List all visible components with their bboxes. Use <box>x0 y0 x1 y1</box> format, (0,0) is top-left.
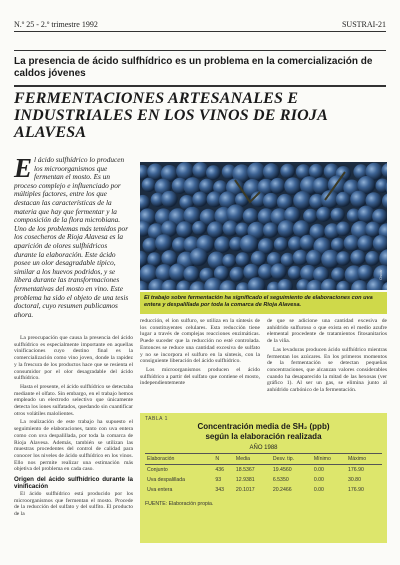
grape-berry <box>336 192 351 207</box>
grape-berry <box>176 221 193 238</box>
col-header: Desv. tip. <box>271 454 312 465</box>
table-title-line-2: según la elaboración realizada <box>205 432 322 441</box>
section-heading: Origen del ácido sulfhídrico durante la vinificación <box>14 476 133 491</box>
col-header: Mínimo <box>312 454 346 465</box>
grape-berry <box>278 220 296 238</box>
article-lead <box>14 153 130 319</box>
paragraph: La realización de este trabajo ha supuesto el seguimiento de elaboraciones, tanto con uva entera como con uva despalillada, por toda la comarca de Rioja Alavesa. Además, también se utilizan las muestras procedentes del control de calidad para conocer los niveles de ácido sulfhídrico en los vinos. Ello nos permite realizar una estimación más objetiva del problema en cada caso. <box>14 419 133 473</box>
table-year: AÑO 1988 <box>249 445 278 451</box>
table-cell: 6.5350 <box>272 477 289 483</box>
grape-berry <box>274 237 288 251</box>
grape-berry <box>331 267 345 281</box>
grape-berry <box>316 207 331 222</box>
grape-berry <box>236 252 250 266</box>
table-cell: 18.5367 <box>235 467 255 473</box>
grape-berry <box>240 235 259 254</box>
table-cell: Uva entera <box>147 487 173 493</box>
table-cell: 0.00 <box>313 467 324 473</box>
col-header: Elaboración <box>145 454 213 465</box>
grape-photo <box>140 162 387 290</box>
paragraph: Las levaduras producen ácido sulfhídrico mientras fermentan los azúcares. En los primeros momentos de la fermentación se detectan pequeñas concentraciones, que alcanzan valores considerables cuando ha desaparecido la mitad de las hexosas (ver gráfico 1). Al ser un gas, se elimina junto al anhídrido carbónico de la fermentación. <box>267 346 387 394</box>
grape-berry <box>357 235 374 252</box>
grape-berry <box>365 251 380 266</box>
table-cell: 0.00 <box>313 477 324 483</box>
col-header: Máximo <box>346 454 382 465</box>
paragraph: El ácido sulfhídrico está producido por los microorganismos que fermentan el mosto. Procede de la reducción del sulfato y del sulfito. El producto de la <box>14 491 133 518</box>
table-cell: 19.4560 <box>272 467 292 473</box>
table-cell: 93 <box>215 477 222 483</box>
grape-berry <box>190 248 208 266</box>
grape-berry <box>293 191 312 210</box>
grape-berry <box>161 250 177 266</box>
photo-credit: Oscar <box>378 269 383 280</box>
table-label: TABLA 1 <box>145 416 168 422</box>
table-cell: 12.9381 <box>235 477 255 483</box>
table-cell: Conjunto <box>147 467 168 473</box>
body-column-1 <box>14 335 133 520</box>
paragraph: La preocupación que causa la presencia del ácido sulfhídrico es especialmente importante en aquellas vinificaciones cuyo destino final es la comercialización como vino joven, donde la rapidez y la frescura de los productos hace que se resienta el consumidor por el olor desagradable del ácido sulfhídrico. <box>14 335 133 382</box>
photo-caption: El trabajo sobre fermentación ha significado el seguimiento de elaboraciones con uva entera y despalillada por toda la comarca de Rioja Alavesa. <box>140 292 387 314</box>
grape-berry <box>206 165 221 180</box>
journal-name: SUSTRAI-21 <box>341 20 386 29</box>
grape-berry <box>288 266 302 280</box>
grape-berry <box>243 208 259 224</box>
body-column-2 <box>140 318 260 389</box>
grape-berry <box>365 222 381 238</box>
grape-berry <box>251 251 266 266</box>
grape-berry <box>331 208 345 222</box>
grape-berry <box>155 234 173 252</box>
grape-berry <box>192 221 206 235</box>
grape-berry <box>183 266 199 282</box>
table-cell: 20.2466 <box>272 487 292 493</box>
table-cell: 343 <box>215 487 224 493</box>
title-rule <box>14 85 386 87</box>
table-cell: Uva despalillada <box>147 477 186 483</box>
grape-berry <box>214 236 231 253</box>
paragraph: de que se adicione una cantidad excesiva de anhídrido sulfuroso o que exista en el medio azufre elemental procedente de tratamientos fitosanitarios de la viña. <box>267 318 387 345</box>
table-header-row <box>145 454 382 465</box>
table-1 <box>140 413 387 543</box>
grape-berry <box>263 163 280 180</box>
grape-berry <box>306 250 322 266</box>
grape-berry <box>271 263 287 279</box>
table-row <box>145 485 382 495</box>
grape-berry <box>300 235 316 251</box>
grape-berry <box>358 206 375 223</box>
table-row <box>145 475 382 485</box>
grape-berry <box>336 222 351 237</box>
table-row <box>145 465 382 476</box>
grape-berry <box>192 162 208 178</box>
table-source: FUENTE: Elaboración propia. <box>145 501 214 507</box>
lead-text: l ácido sulfhídrico lo producen los microorganismos que fermentan el mosto. Es un proceso complejo e influenciado por múltiples factores, entre los que destacan las características de la materia que hay que fermentar y la composición de la flora microbiana. Uno de los problemas más temidos por los cosecheros de Rioja Alavesa es la aparición de olores sulfhídricos durante la elaboración. Este ácido posee un olor desagradable típico, similar a los huevos podridos, y se libera durante las transformaciones fermentativas del mosto en vino. Este problema ha sido el objeto de una tesis doctoral, cuyo resumen publicamos ahora. <box>14 155 129 319</box>
grape-berry <box>270 178 286 194</box>
grape-berry <box>235 223 249 237</box>
grape-berry <box>280 164 295 179</box>
grape-berry <box>161 191 178 208</box>
paragraph: Hasta el presente, el ácido sulfhídrico se detectaba mediante el olfato. Sin embargo, en el trabajo hemos empleado un electrodo selectivo que únicamente detecta los iones sulfatados, quedando sin cuantificar otros volátiles malolientes. <box>14 383 133 417</box>
header-rule <box>14 31 386 32</box>
col-header: N <box>213 454 234 465</box>
grape-berry <box>350 191 367 208</box>
paragraph: Los microorganismos producen el ácido sulfhídrico a partir del sulfato que contiene el mosto, independientemente <box>140 366 260 387</box>
grape-berry <box>263 222 278 237</box>
grape-berry <box>192 192 207 207</box>
grape-berry <box>263 193 279 209</box>
grape-berry <box>331 238 345 252</box>
grapes-image <box>140 162 387 290</box>
drop-cap: E <box>14 153 33 183</box>
grape-berry <box>357 265 373 281</box>
table-cell: 30.80 <box>347 477 361 483</box>
col-header: Media <box>234 454 271 465</box>
grape-berry <box>230 267 245 282</box>
data-table <box>145 453 382 495</box>
table-cell: 176.90 <box>347 467 364 473</box>
grape-berry <box>336 251 350 265</box>
article-subtitle: La presencia de ácido sulfhídrico es un problema en la comercialización de caldos jóvenes <box>14 56 373 79</box>
grape-berry <box>142 178 156 192</box>
table-cell: 436 <box>215 467 224 473</box>
table-title-line-1: Concentración media de SH₂ (ppb) <box>197 422 330 431</box>
issue-number: N.º 25 - 2.º trimestre 1992 <box>14 20 98 29</box>
subtitle-rule-top <box>14 50 386 51</box>
body-column-3 <box>267 318 387 396</box>
table-cell: 176.90 <box>347 487 364 493</box>
table-cell: 20.1017 <box>235 487 255 493</box>
grape-berry <box>293 250 309 266</box>
grape-berry <box>350 250 366 266</box>
grape-berry <box>226 204 245 223</box>
paragraph: reducción, el ion sulfuro, se utiliza en la síntesis de los constituyentes celulares. Esta reducción tiene lugar a través de complejas reacciones enzimáticas. Puede suceder que la reducción no esté controlada. Entonces se reduce una cantidad excesiva de sulfato y no se incorpora el sulfuro en la síntesis, con la consiguiente liberación del ácido sulfhídrico. <box>140 318 260 365</box>
article-title: FERMENTACIONES ARTESANALES E INDUSTRIALES EN LOS VINOS DE RIOJA ALAVESA <box>14 90 328 141</box>
table-cell: 0.00 <box>313 487 324 493</box>
grape-berry <box>222 254 236 268</box>
grape-berry <box>207 221 224 238</box>
